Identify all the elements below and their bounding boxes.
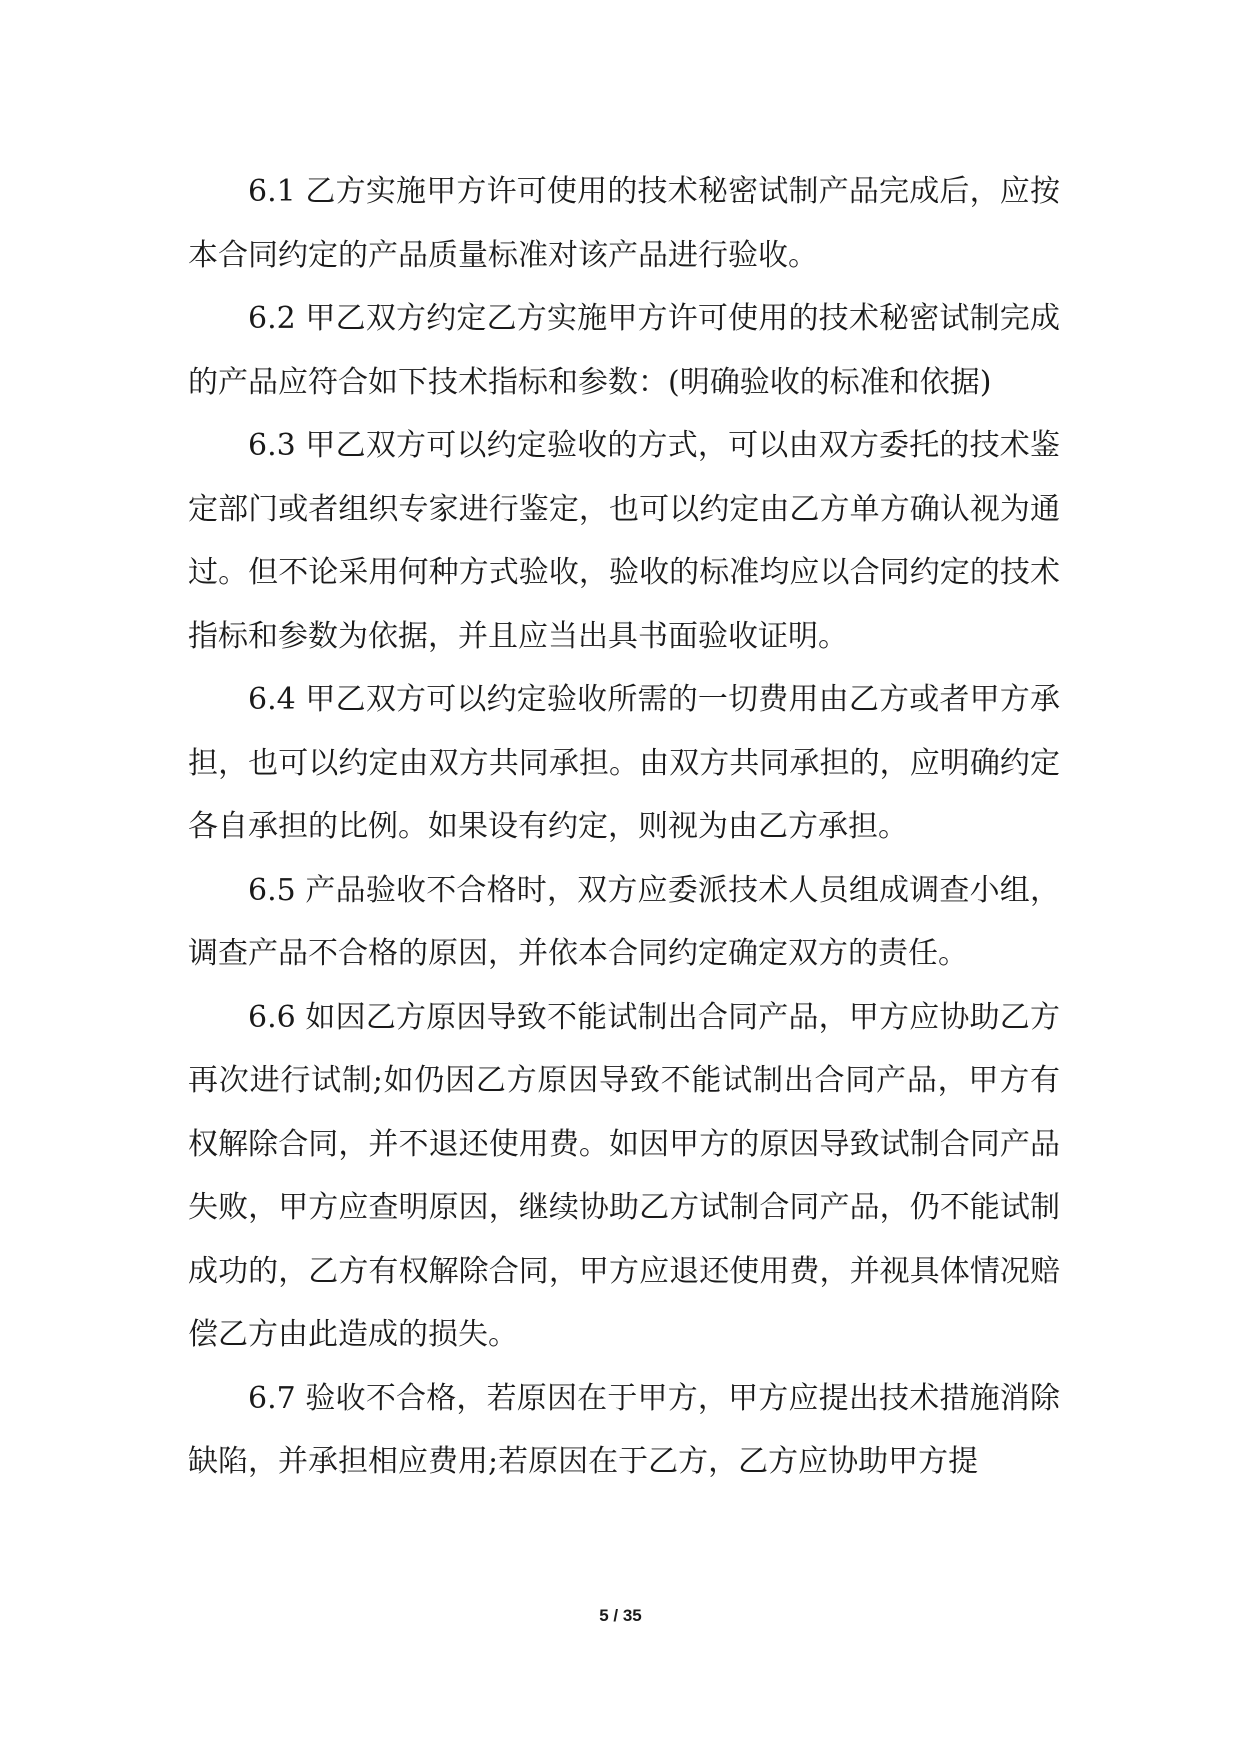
page-number: 5 / 35 [599, 1606, 642, 1625]
clause-6-6: 6.6 如因乙方原因导致不能试制出合同产品，甲方应协助乙方再次进行试制;如仍因乙方原因导致不能试制出合同产品，甲方有权解除合同，并不退还使用费。如因甲方的原因导致试制合同产品失败，甲方应查明原因，继续协助乙方试制合同产品，仍不能试制成功的，乙方有权解除合同，甲方应退还使用费，并视具体情况赔偿乙方由此造成的损失。 [188, 999, 1060, 1352]
clause-6-2: 6.2 甲乙双方约定乙方实施甲方许可使用的技术秘密试制完成的产品应符合如下技术指标和参数：(明确验收的标准和依据) [188, 301, 1060, 400]
document-body [188, 160, 1060, 1494]
clause-6-7: 6.7 验收不合格，若原因在于甲方，甲方应提出技术措施消除缺陷，并承担相应费用;若原因在于乙方，乙方应协助甲方提 [188, 1380, 1060, 1479]
clause-6-5: 6.5 产品验收不合格时，双方应委派技术人员组成调查小组，调查产品不合格的原因，并依本合同约定确定双方的责任。 [188, 872, 1060, 971]
clause-6-3: 6.3 甲乙双方可以约定验收的方式，可以由双方委托的技术鉴定部门或者组织专家进行鉴定，也可以约定由乙方单方确认视为通过。但不论采用何种方式验收，验收的标准均应以合同约定的技术指标和参数为依据，并且应当出具书面验收证明。 [188, 428, 1060, 654]
clause-6-1: 6.1 乙方实施甲方许可使用的技术秘密试制产品完成后，应按本合同约定的产品质量标准对该产品进行验收。 [188, 174, 1060, 273]
clause-6-4: 6.4 甲乙双方可以约定验收所需的一切费用由乙方或者甲方承担，也可以约定由双方共同承担。由双方共同承担的，应明确约定各自承担的比例。如果设有约定，则视为由乙方承担。 [188, 682, 1060, 844]
